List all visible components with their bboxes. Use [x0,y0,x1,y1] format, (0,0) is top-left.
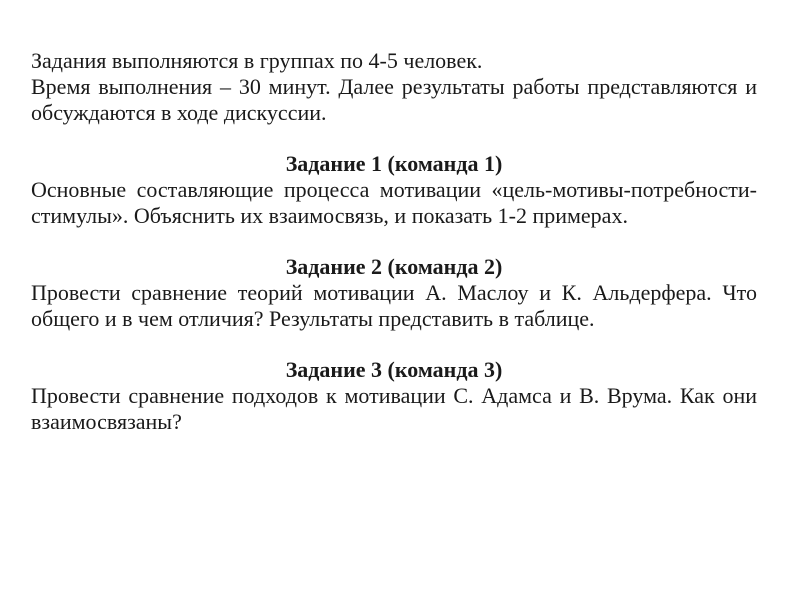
intro-group-size: Задания выполняются в группах по 4-5 человек. [31,48,483,73]
slide-content [31,48,757,435]
task-1-text: Основные составляющие процесса мотивации «цель-мотивы-потребности-стимулы». Объяснить их взаимосвязь, и показать 1-2 примерах. [31,177,757,228]
task-2-text: Провести сравнение теорий мотивации А. Маслоу и К. Альдерфера. Что общего и в чем отличия? Результаты представить в таблице. [31,280,757,331]
spacer [31,229,757,254]
spacer [31,126,757,151]
task-3-heading: Задание 3 (команда 3) [285,357,503,382]
task-2-heading: Задание 2 (команда 2) [285,254,503,279]
intro-time-limit: Время выполнения – 30 минут. Далее результаты работы представляются и обсуждаются в ходе дискуссии. [31,74,757,125]
task-1-heading: Задание 1 (команда 1) [285,151,503,176]
spacer [31,332,757,357]
task-3-text: Провести сравнение подходов к мотивации С. Адамса и В. Врума. Как они взаимосвязаны? [31,383,757,434]
